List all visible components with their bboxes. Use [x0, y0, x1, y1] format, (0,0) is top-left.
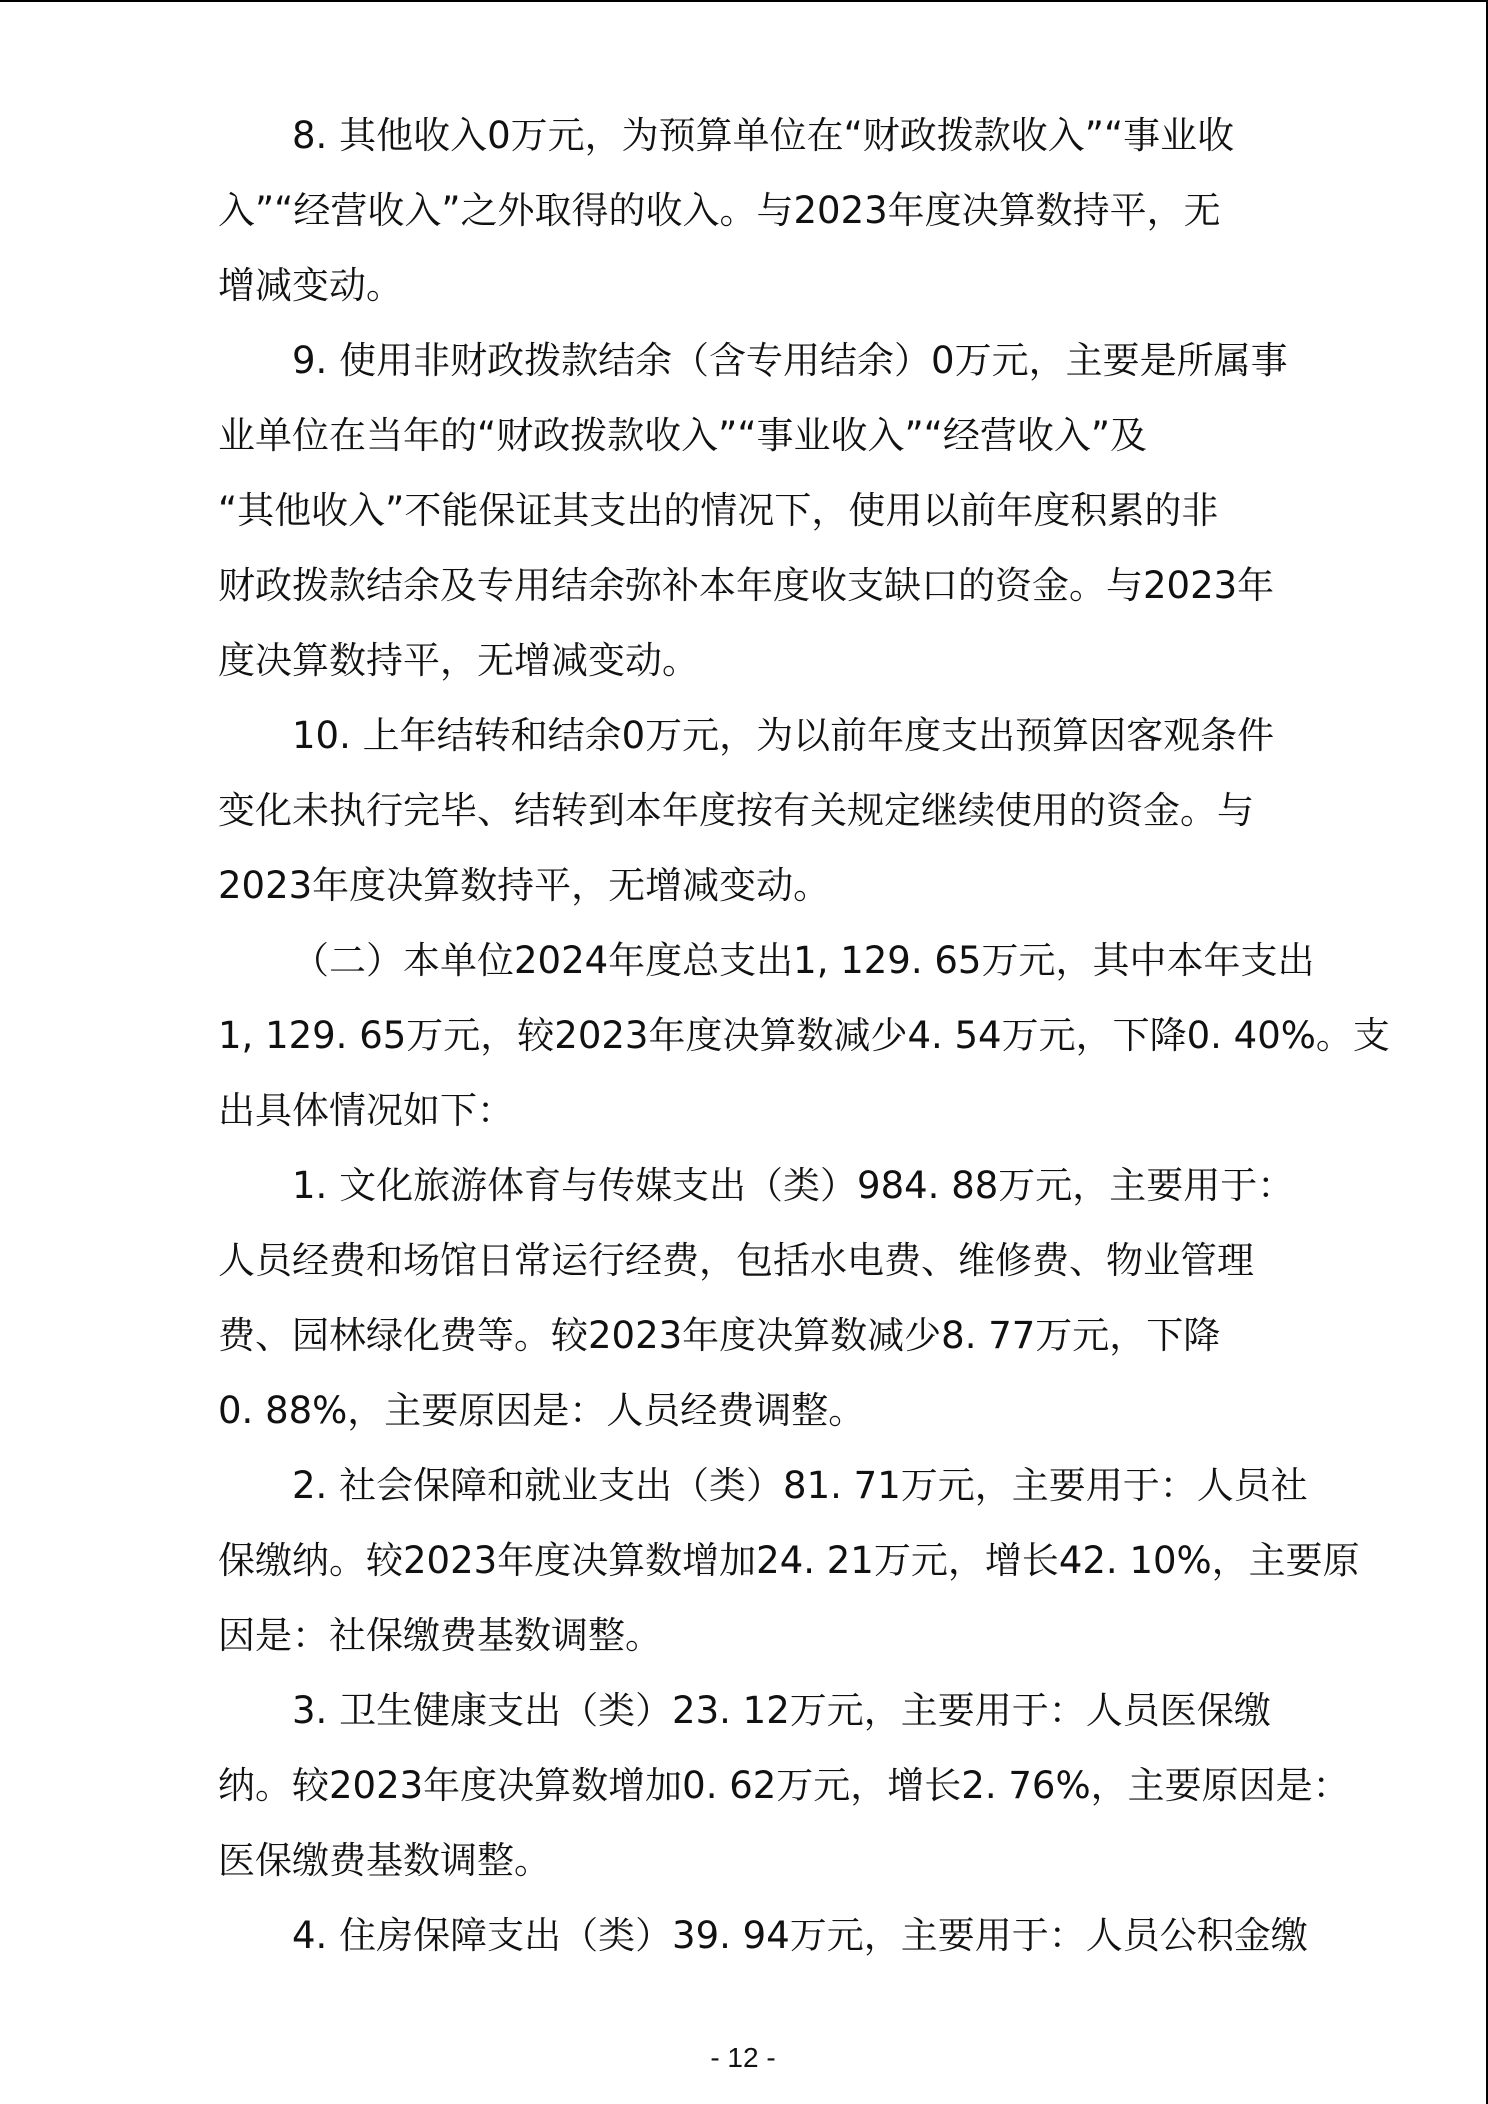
paragraph-line: 10. 上年结转和结余0万元，为以前年度支出预算因客观条件 — [292, 714, 1275, 757]
paragraph-line: 医保缴费基数调整。 — [218, 1839, 551, 1882]
paragraph-line: 财政拨款结余及专用结余弥补本年度收支缺口的资金。与2023年 — [218, 564, 1275, 607]
paragraph-line: 9. 使用非财政拨款结余（含专用结余）0万元，主要是所属事 — [292, 339, 1288, 382]
paragraph-line: 2. 社会保障和就业支出（类）81. 71万元，主要用于：人员社 — [292, 1464, 1308, 1507]
paragraph-line: 人员经费和场馆日常运行经费，包括水电费、维修费、物业管理 — [218, 1239, 1254, 1282]
page-number: - 12 - — [710, 2042, 776, 2073]
paragraph-line: 0. 88%，主要原因是：人员经费调整。 — [218, 1389, 866, 1432]
paragraph-line: 3. 卫生健康支出（类）23. 12万元，主要用于：人员医保缴 — [292, 1689, 1271, 1732]
paragraph-line: 4. 住房保障支出（类）39. 94万元，主要用于：人员公积金缴 — [292, 1914, 1308, 1957]
paragraph-line: 业单位在当年的“财政拨款收入”“事业收入”“经营收入”及 — [218, 414, 1148, 457]
paragraph-line: 度决算数持平，无增减变动。 — [218, 639, 699, 682]
paragraph-line: 8. 其他收入0万元，为预算单位在“财政拨款收入”“事业收 — [292, 114, 1235, 157]
paragraph-line: “其他收入”不能保证其支出的情况下，使用以前年度积累的非 — [218, 489, 1219, 532]
paragraph-line: 增减变动。 — [218, 264, 403, 307]
paragraph-line: 保缴纳。较2023年度决算数增加24. 21万元，增长42. 10%，主要原 — [218, 1539, 1360, 1582]
paragraph-line: 纳。较2023年度决算数增加0. 62万元，增长2. 76%，主要原因是： — [218, 1764, 1350, 1807]
paragraph-line: 因是：社保缴费基数调整。 — [218, 1614, 662, 1657]
paragraph-line: 费、园林绿化费等。较2023年度决算数减少8. 77万元，下降 — [218, 1314, 1221, 1357]
section-heading-line: （二）本单位2024年度总支出1, 129. 65万元，其中本年支出 — [292, 939, 1315, 982]
paragraph-line: 1. 文化旅游体育与传媒支出（类）984. 88万元，主要用于： — [292, 1164, 1295, 1207]
paragraph-line: 2023年度决算数持平，无增减变动。 — [218, 864, 831, 907]
paragraph-line: 出具体情况如下： — [218, 1089, 514, 1132]
paragraph-line: 变化未执行完毕、结转到本年度按有关规定继续使用的资金。与 — [218, 789, 1254, 832]
paragraph-line: 1, 129. 65万元，较2023年度决算数减少4. 54万元，下降0. 40%。支 — [218, 1014, 1390, 1057]
paragraph-line: 入”“经营收入”之外取得的收入。与2023年度决算数持平，无 — [218, 189, 1221, 232]
